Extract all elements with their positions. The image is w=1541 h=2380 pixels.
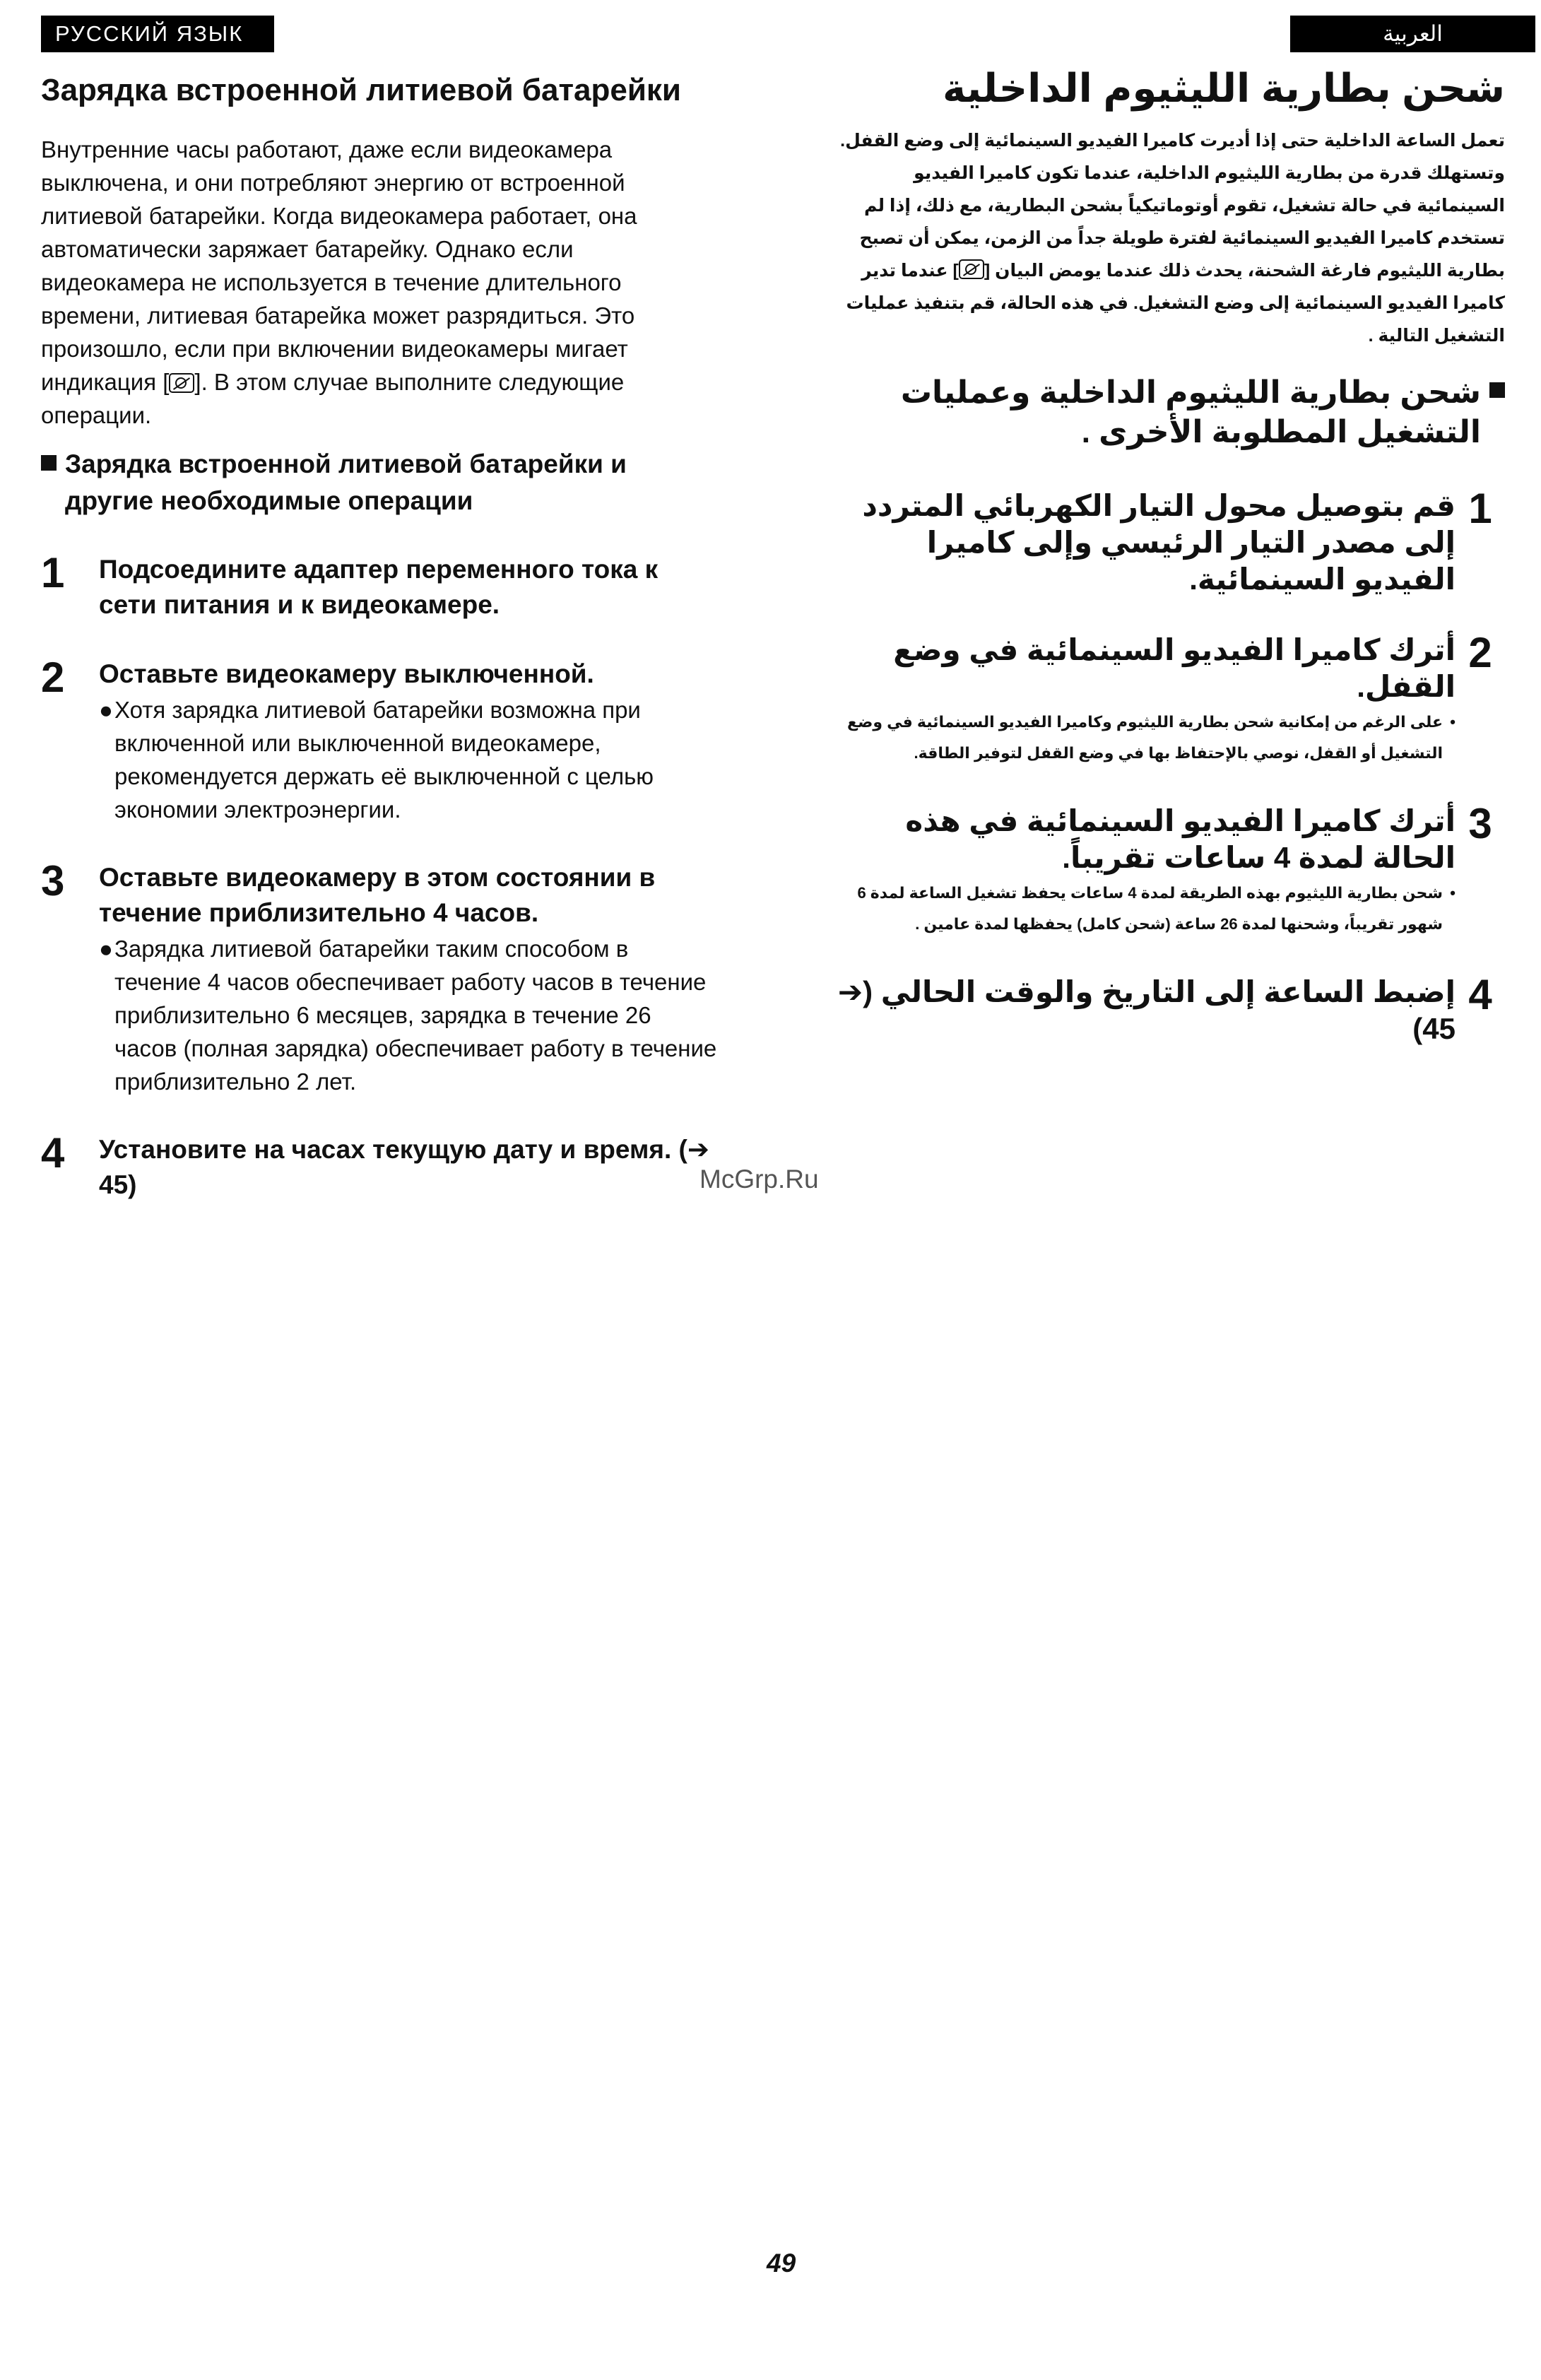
bullet-icon: • <box>1450 713 1456 731</box>
step-note: ● Зарядка литиевой батарейки таким способом в течение 4 часов обеспечивает работу часов в течение приблизительно 6 месяцев, зарядка в течение 26 часов (полная зарядка) обеспечивает работу в течение приблизительно 2 лет. <box>99 932 719 1098</box>
step-note: ● Хотя зарядка литиевой батарейки возможна при включенной или выключенной видеокамере, рекомендуется держать её выключенной с целью экономии электроэнергии. <box>99 693 719 826</box>
step-number: 1 <box>1468 485 1492 532</box>
ar-step-2 <box>827 629 1505 769</box>
ar-section-title: شحن بطارية الليثيوم الداخلية <box>943 66 1505 110</box>
ar-subheading: شحن بطارية الليثيوم الداخلية وعمليات التشغيل المطلوبة الأخرى . <box>827 373 1505 452</box>
step-number: 3 <box>1468 800 1492 847</box>
language-tab-russian: РУССКИЙ ЯЗЫК <box>41 16 274 52</box>
watermark: McGrp.Ru <box>699 1165 819 1194</box>
step-number: 4 <box>1468 971 1492 1018</box>
square-bullet-icon <box>41 455 57 471</box>
step-instruction: Установите на часах текущую дату и время. (➔ 45) <box>99 1135 709 1199</box>
step-number: 2 <box>1468 629 1492 676</box>
ru-step-4 <box>41 1129 719 1203</box>
russian-column <box>41 71 719 1237</box>
step-instruction: Оставьте видеокамеру в этом состоянии в течение приблизительно 4 часов. <box>99 863 656 927</box>
ar-intro-paragraph: تعمل الساعة الداخلية حتى إذا أديرت كاميرا الفيديو السينمائية إلى وضع القفل. وتستهلك قدرة من بطارية الليثيوم الداخلية، عندما تكون كاميرا الفيديو السينمائية في حالة تشغيل، تقوم أوتوماتيكياً بشحن البطارية، مع ذلك، إذا لم تستخدم كاميرا الفيديو السينمائية لفترة طويلة جداً من الزمن، يمكن أن تصبح بطارية الليثيوم فارغة الشحنة، يحدث ذلك عندما يومض البيان [] عندما تدير كاميرا الفيديو السينمائية إلى وضع التشغيل. في هذه الحالة، قم بتنفيذ عمليات التشغيل التالية . <box>840 131 1505 346</box>
ar-step-4 <box>827 971 1505 1047</box>
step-number: 4 <box>41 1129 65 1177</box>
ru-step-1 <box>41 549 719 623</box>
lithium-battery-warning-icon <box>959 259 984 279</box>
square-bullet-icon <box>1489 382 1505 398</box>
bullet-icon: • <box>1450 884 1456 902</box>
page-number: 49 <box>767 2249 796 2278</box>
bullet-icon: ● <box>99 936 113 962</box>
ru-step-2 <box>41 656 719 826</box>
step-number: 3 <box>41 857 65 905</box>
step-number: 1 <box>41 549 65 596</box>
step-instruction: أترك كاميرا الفيديو السينمائية في هذه الحالة لمدة 4 ساعات تقريباً. <box>905 804 1456 874</box>
step-instruction: Подсоедините адаптер переменного тока к сети питания и к видеокамере. <box>99 555 659 619</box>
step-instruction: قم بتوصيل محول التيار الكهربائي المتردد إلى مصدر التيار الرئيسي وإلى كاميرا الفيديو السينمائية. <box>862 489 1456 596</box>
step-instruction: أترك كاميرا الفيديو السينمائية في وضع القفل. <box>893 633 1456 703</box>
step-number: 2 <box>41 654 65 701</box>
step-note: • على الرغم من إمكانية شحن بطارية الليثيوم وكاميرا الفيديو السينمائية في وضع التشغيل أو القفل، نوصي بالإحتفاظ بها في وضع القفل لتوفير الطاقة. <box>827 707 1456 769</box>
bullet-icon: ● <box>99 697 113 723</box>
ru-intro-paragraph: Внутренние часы работают, даже если видеокамера выключена, и они потребляют энергию от встроенной литиевой батарейки. Когда видеокамера работает, она автоматически заряжает батарейку. Однако если видеокамера не используется в течение длительного времени, литиевая батарейка может разрядиться. Это произошло, если при включении видеокамеры мигает индикация [ ]. В этом случае выполните следующие операции. <box>41 136 637 428</box>
ru-section-title: Зарядка встроенной литиевой батарейки <box>41 73 681 107</box>
arabic-column <box>827 65 1505 1081</box>
ru-subheading: Зарядка встроенной литиевой батарейки и другие необходимые операции <box>41 446 719 519</box>
ar-step-3 <box>827 800 1505 940</box>
step-instruction: Оставьте видеокамеру выключенной. <box>99 659 594 688</box>
language-tab-arabic: العربية <box>1290 16 1535 52</box>
ru-step-3 <box>41 857 719 1098</box>
step-instruction: إضبط الساعة إلى التاريخ والوقت الحالي (➔ 45) <box>837 975 1456 1045</box>
step-note: • شحن بطارية الليثيوم بهذه الطريقة لمدة 4 ساعات يحفظ تشغيل الساعة لمدة 6 شهور تقريباً، وشحنها لمدة 26 ساعة (شحن كامل) يحفظها لمدة عامين . <box>827 878 1456 940</box>
ar-step-1 <box>827 485 1505 598</box>
lithium-battery-warning-icon <box>169 373 194 393</box>
